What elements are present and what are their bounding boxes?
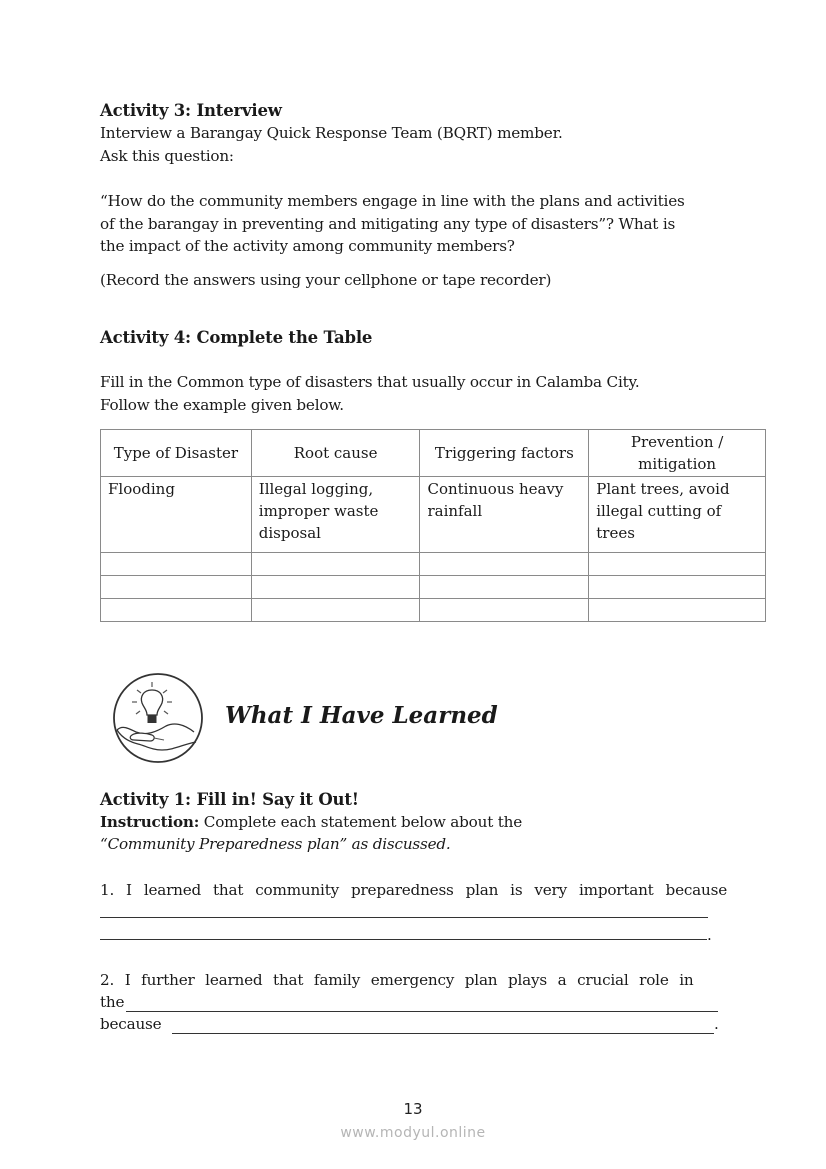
activity3-note: (Record the answers using your cellphone or tape recorder)	[100, 271, 552, 289]
table-row	[101, 477, 766, 553]
activity1-title: Activity 1: Fill in! Say it Out!	[100, 790, 359, 809]
table-cell[interactable]	[589, 599, 766, 622]
activity3-question-l1: “How do the community members engage in line with the plans and activities	[100, 192, 685, 210]
lightbulb-in-hand-icon	[112, 672, 204, 764]
item2-because: because	[100, 1015, 162, 1033]
item1-period: .	[707, 926, 712, 944]
section-title: What I Have Learned	[225, 702, 498, 729]
table-row	[101, 553, 766, 576]
table-cell[interactable]	[101, 576, 252, 599]
table-cell[interactable]	[101, 599, 252, 622]
watermark: www.modyul.online	[340, 1125, 486, 1141]
table-cell[interactable]	[251, 553, 420, 576]
disaster-table	[100, 429, 766, 622]
item1-answer-line-2[interactable]	[100, 939, 707, 940]
instruction-label: Instruction:	[100, 813, 200, 831]
activity3-question-l3: the impact of the activity among community members?	[100, 237, 515, 255]
item1-answer-line-1[interactable]	[100, 917, 708, 918]
table-cell[interactable]	[101, 553, 252, 576]
page-number: 13	[403, 1100, 423, 1118]
table-row	[101, 599, 766, 622]
item1-text: 1. I learned that community preparedness plan is very important because	[100, 881, 727, 899]
header-prevention-mitigation: Prevention / mitigation	[589, 430, 766, 477]
table-cell[interactable]	[420, 553, 589, 576]
table-cell: Illegal logging, improper waste disposal	[251, 477, 420, 553]
item2-text: 2. I further learned that family emergency plan plays a crucial role in	[100, 971, 694, 989]
item2-period: .	[714, 1015, 719, 1033]
activity4-title: Activity 4: Complete the Table	[100, 328, 373, 347]
header-root-cause: Root cause	[251, 430, 420, 477]
table-header-row	[101, 430, 766, 477]
instruction-text: Complete each statement below about the	[199, 813, 522, 831]
table-cell: Plant trees, avoid illegal cutting of trees	[589, 477, 766, 553]
table-row	[101, 576, 766, 599]
table-cell[interactable]	[589, 576, 766, 599]
header-triggering-factors: Triggering factors	[420, 430, 589, 477]
table-cell[interactable]	[589, 553, 766, 576]
item2-the: the	[100, 993, 125, 1011]
table-cell[interactable]	[420, 576, 589, 599]
table-cell[interactable]	[420, 599, 589, 622]
table-cell[interactable]	[251, 576, 420, 599]
item2-answer-line-1[interactable]	[126, 1011, 718, 1012]
activity3-title: Activity 3: Interview	[100, 101, 282, 120]
activity1-instruction-italic: “Community Preparedness plan” as discussed.	[100, 835, 451, 853]
item2-answer-line-2[interactable]	[172, 1033, 714, 1034]
table-cell: Flooding	[101, 477, 252, 553]
activity4-instr-l2: Follow the example given below.	[100, 396, 344, 414]
table-cell: Continuous heavy rainfall	[420, 477, 589, 553]
activity3-line1: Interview a Barangay Quick Response Team (BQRT) member.	[100, 124, 563, 142]
header-type-of-disaster: Type of Disaster	[101, 430, 252, 477]
table-cell[interactable]	[251, 599, 420, 622]
activity4-instr-l1: Fill in the Common type of disasters that usually occur in Calamba City.	[100, 373, 640, 391]
activity3-question-l2: of the barangay in preventing and mitigating any type of disasters”? What is	[100, 215, 676, 233]
activity1-instruction	[100, 813, 522, 831]
activity3-line2: Ask this question:	[100, 147, 234, 165]
